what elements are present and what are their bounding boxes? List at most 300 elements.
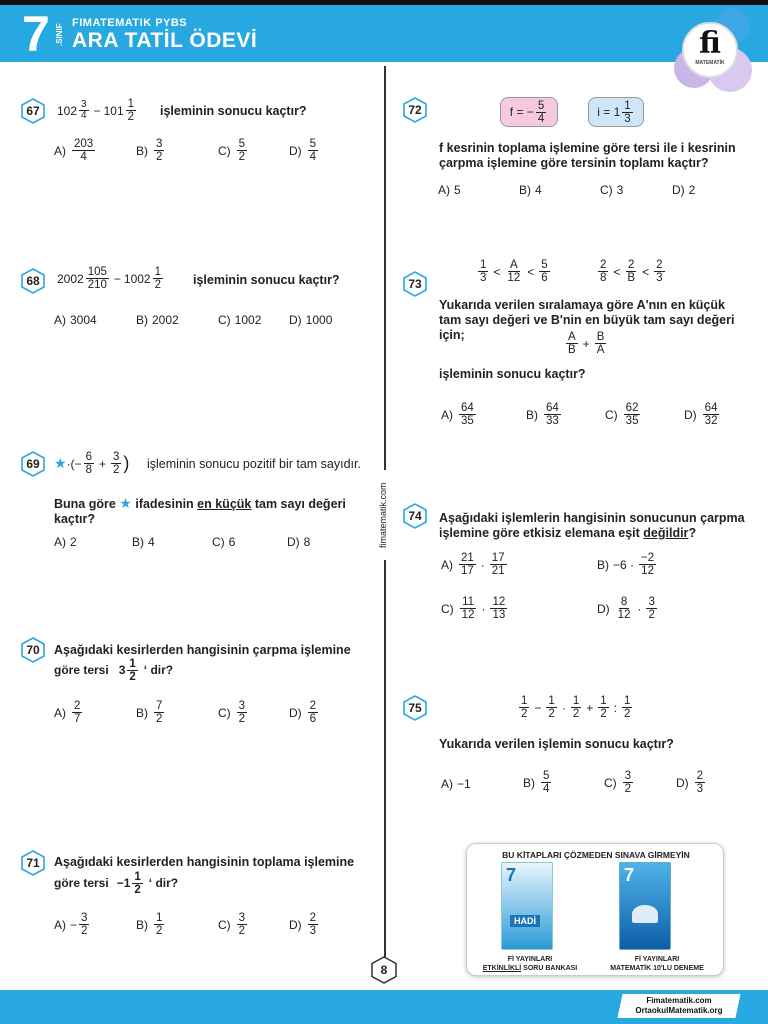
- fraction: [639, 552, 656, 577]
- less-than: <: [642, 264, 650, 279]
- q68-expression: [57, 266, 165, 291]
- fraction: [622, 695, 632, 720]
- numerator: 1: [154, 266, 162, 278]
- numerator: 64: [461, 402, 474, 414]
- option-a[interactable]: [441, 552, 509, 577]
- publisher: Fİ YAYINLARI: [634, 956, 680, 963]
- question-number: 74: [408, 509, 422, 523]
- denominator: 3: [480, 272, 487, 284]
- page-title: ARA TATİL ÖDEVİ: [72, 29, 258, 52]
- numerator: 3: [81, 912, 88, 924]
- stem-line: f kesrinin toplama işlemine göre tersi ile i kesrinin: [439, 141, 736, 155]
- i-value-box: [588, 97, 644, 127]
- numerator: 1: [548, 695, 555, 707]
- plus-sign: +: [582, 336, 590, 351]
- stem-line: tam sayı değeri ve B'nin en büyük tam sayı değeri: [439, 313, 735, 327]
- option-value: 2: [688, 183, 696, 197]
- numerator: A: [509, 259, 518, 271]
- option-c[interactable]: [212, 535, 235, 549]
- numerator: 2: [309, 700, 317, 712]
- option-c[interactable]: [605, 402, 642, 427]
- question-number: 67: [26, 104, 40, 118]
- option-c[interactable]: [600, 183, 623, 197]
- question-number-badge: [402, 503, 428, 529]
- option-label: A): [54, 313, 66, 327]
- numerator: 1: [129, 658, 136, 670]
- numerator: 64: [704, 402, 718, 414]
- numerator: 1: [600, 695, 607, 707]
- option-label: D): [684, 407, 697, 422]
- question-number: 72: [408, 103, 422, 117]
- numerator: 5: [541, 259, 548, 271]
- fraction: [571, 695, 581, 720]
- operator: −: [534, 700, 542, 715]
- option-label: B): [136, 313, 148, 327]
- denominator: 12: [461, 609, 475, 621]
- option-label: C): [218, 143, 231, 158]
- fraction: [154, 700, 164, 725]
- logo-text: fi: [699, 26, 721, 61]
- footer-site-1[interactable]: Fimatematik.com: [646, 996, 712, 1005]
- stem-line: Aşağıdaki işlemlerin hangisinin sonucunun çarpma: [439, 511, 745, 525]
- denominator: 21: [491, 565, 505, 577]
- denominator: 210: [87, 279, 107, 291]
- fraction: [86, 266, 109, 291]
- fraction: [237, 138, 247, 163]
- option-label: B): [523, 775, 535, 790]
- q70-stem-line2: [54, 658, 173, 683]
- promo-title: BU KİTAPLARI ÇÖZMEDEN SINAVA GİRMEYİN: [502, 850, 690, 860]
- option-a[interactable]: [54, 535, 77, 549]
- option-label: D): [289, 917, 302, 932]
- numerator: 1: [624, 99, 631, 112]
- numerator: 3: [238, 700, 246, 712]
- stem-part: ifadesinin: [135, 497, 194, 511]
- option-b[interactable]: [523, 770, 553, 795]
- denominator: 35: [625, 415, 639, 427]
- denominator: 2: [156, 151, 163, 163]
- promo-box[interactable]: [466, 843, 724, 976]
- denominator: 7: [74, 713, 81, 725]
- question-number: 73: [408, 277, 422, 291]
- option-c[interactable]: [218, 138, 249, 163]
- denominator: A: [596, 344, 605, 356]
- option-label: A): [54, 143, 66, 158]
- numerator: 21: [461, 552, 474, 564]
- logo-circle: [682, 22, 738, 78]
- denominator: 3: [656, 272, 663, 284]
- option-a[interactable]: [54, 138, 97, 163]
- fraction: [154, 138, 164, 163]
- denominator: 2: [238, 151, 246, 163]
- option-label: D): [289, 143, 302, 158]
- denominator: 3: [624, 112, 631, 125]
- fraction: [490, 596, 507, 621]
- question-number-badge: [402, 97, 428, 123]
- numerator: 3: [238, 912, 246, 924]
- q67-expression: [57, 98, 138, 123]
- numerator: B: [596, 331, 605, 343]
- option-d[interactable]: [289, 138, 320, 163]
- numerator: 1: [624, 695, 631, 707]
- denominator: 12: [617, 609, 631, 621]
- stem-part: tam sayı değeri: [254, 497, 346, 511]
- option-d[interactable]: [287, 535, 310, 549]
- star-icon: ★: [119, 495, 132, 511]
- option-label: B): [136, 917, 148, 932]
- option-label: A): [54, 917, 66, 932]
- option-d[interactable]: [289, 912, 320, 937]
- option-value: −1: [457, 777, 471, 791]
- option-label: B): [136, 143, 148, 158]
- logo-subtext: MATEMATİK: [695, 60, 725, 66]
- denominator: 2: [154, 279, 162, 291]
- whole-part: 102: [57, 103, 78, 118]
- caption-rest: SORU BANKASI: [521, 965, 578, 972]
- numerator: 3: [156, 138, 163, 150]
- numerator: 2: [656, 259, 663, 271]
- caption-rest: MATEMATİK 10'LU DENEME: [610, 965, 704, 972]
- denominator: 2: [156, 713, 163, 725]
- numerator: −2: [641, 552, 655, 564]
- fraction: [127, 658, 137, 683]
- denominator: 12: [507, 272, 521, 284]
- option-label: C): [604, 775, 617, 790]
- denominator: 3: [309, 925, 317, 937]
- option-label: B): [597, 557, 609, 572]
- option-label: A): [438, 183, 450, 197]
- minus-sign: −: [70, 917, 78, 932]
- option-a[interactable]: [441, 777, 471, 791]
- fraction: [79, 912, 89, 937]
- less-than: <: [613, 264, 621, 279]
- option-label: A): [441, 407, 453, 422]
- fraction: [546, 695, 556, 720]
- close-paren: ): [123, 453, 130, 473]
- publisher: Fİ YAYINLARI: [507, 956, 553, 963]
- fraction: [308, 700, 318, 725]
- denominator: 2: [156, 925, 163, 937]
- denominator: 13: [492, 609, 506, 621]
- q68-stem: işleminin sonucu kaçtır?: [193, 273, 340, 287]
- numerator: 8: [620, 596, 628, 608]
- numerator: 1: [156, 912, 163, 924]
- minus-sign: −: [93, 103, 101, 118]
- fraction: [595, 331, 607, 356]
- denominator: 12: [641, 565, 654, 577]
- option-value: 3: [616, 183, 624, 197]
- whole-part: −1: [116, 876, 131, 890]
- fraction: [84, 451, 94, 476]
- option-value: 3004: [70, 313, 97, 327]
- fraction: [72, 700, 82, 725]
- option-b[interactable]: [597, 552, 658, 577]
- footer-links[interactable]: [620, 996, 738, 1016]
- numerator: 5: [238, 138, 246, 150]
- option-label: D): [597, 601, 610, 616]
- stem-line: için;: [439, 328, 465, 342]
- option-value: 1000: [305, 313, 333, 327]
- option-a[interactable]: [54, 313, 97, 327]
- q69-expression: [54, 451, 129, 476]
- book-cover-etkinlikli[interactable]: [501, 862, 553, 950]
- numerator: 1: [521, 695, 528, 707]
- fraction: [237, 700, 247, 725]
- denominator: 2: [521, 708, 528, 720]
- denominator: 2: [624, 708, 631, 720]
- fraction: [308, 912, 318, 937]
- question-number-badge: [20, 268, 46, 294]
- fraction: [625, 259, 637, 284]
- option-b[interactable]: [136, 700, 166, 725]
- option-c[interactable]: [218, 313, 261, 327]
- denominator: 2: [572, 708, 580, 720]
- numerator: 7: [156, 700, 163, 712]
- side-website: fimatematik.com: [378, 470, 392, 560]
- option-label: B): [136, 705, 148, 720]
- denominator: 6: [309, 713, 317, 725]
- numerator: A: [568, 331, 576, 343]
- q73-question: işleminin sonucu kaçtır?: [439, 367, 586, 381]
- fraction: [566, 331, 578, 356]
- option-b[interactable]: [136, 138, 166, 163]
- operator: +: [586, 700, 594, 715]
- fraction: [154, 912, 164, 937]
- fraction: [654, 259, 664, 284]
- fraction: [459, 552, 476, 577]
- fraction: [490, 552, 507, 577]
- numerator: 64: [546, 402, 559, 414]
- numerator: 3: [112, 451, 120, 463]
- numerator: 11: [462, 596, 475, 608]
- fraction: [703, 402, 720, 427]
- book-grade: 7: [506, 865, 517, 885]
- brand-name: FIMATEMATIK PYBS: [72, 17, 188, 29]
- question-number-badge: [20, 451, 46, 477]
- option-label: A): [441, 777, 453, 791]
- option-label: C): [218, 313, 231, 327]
- caption-emphasis: ETKİNLİKLİ: [482, 965, 522, 972]
- page-number: 8: [380, 963, 388, 977]
- book-grade: 7: [624, 865, 635, 885]
- star-icon: ★: [54, 455, 67, 471]
- q71-stem: Aşağıdaki kesirlerden hangisinin toplama işlemine: [54, 855, 355, 869]
- option-d[interactable]: [289, 313, 332, 327]
- option-prefix: −6 ·: [613, 557, 635, 572]
- option-a[interactable]: [54, 700, 84, 725]
- denominator: 2: [548, 708, 555, 720]
- less-than: <: [493, 264, 501, 279]
- option-value: 2002: [152, 313, 179, 327]
- numerator: 105: [87, 266, 107, 278]
- option-c[interactable]: [604, 770, 635, 795]
- book2-caption: [597, 955, 717, 973]
- stem-part: işlemine göre etkisiz elemana eşit: [439, 526, 640, 540]
- fraction: [153, 266, 163, 291]
- denominator: 2: [648, 609, 655, 621]
- fraction: [624, 402, 641, 427]
- header-banner: [0, 5, 768, 62]
- denominator: 33: [546, 415, 559, 427]
- times-dot: ·: [481, 601, 486, 616]
- option-value: 5: [454, 183, 461, 197]
- question-number-badge: [20, 850, 46, 876]
- option-label: B): [526, 407, 538, 422]
- denominator: 2: [81, 925, 88, 937]
- option-c[interactable]: [441, 596, 509, 621]
- option-a[interactable]: [438, 183, 461, 197]
- denominator: 2: [600, 708, 607, 720]
- denominator: 2: [624, 783, 632, 795]
- numerator: 2: [74, 700, 81, 712]
- fraction: [308, 138, 318, 163]
- numerator: 6: [85, 451, 92, 463]
- q69-stem: işleminin sonucu pozitif bir tam sayıdır.: [147, 457, 361, 471]
- option-c[interactable]: [218, 912, 249, 937]
- stem-part: ‘ dir?: [148, 876, 179, 890]
- numerator: 1: [572, 695, 580, 707]
- option-d[interactable]: [672, 183, 695, 197]
- option-label: B): [132, 535, 144, 549]
- denominator: 4: [537, 112, 545, 125]
- option-label: C): [218, 917, 231, 932]
- horse-silhouette-icon: [632, 905, 658, 923]
- grade-suffix: .SINIF: [55, 23, 64, 47]
- times-dot: ·: [637, 601, 642, 616]
- option-d[interactable]: [684, 402, 721, 427]
- question-number: 69: [26, 457, 40, 471]
- book-word: HADİ: [510, 915, 540, 927]
- fraction: [616, 596, 633, 621]
- option-label: C): [218, 705, 231, 720]
- q72-stem: [439, 141, 736, 171]
- numerator: 62: [625, 402, 639, 414]
- q73-inequality-a: [476, 259, 552, 284]
- denominator: 17: [461, 565, 474, 577]
- option-d[interactable]: [676, 770, 707, 795]
- whole-part: 3: [118, 663, 126, 677]
- stem-part: ?: [688, 526, 697, 540]
- denominator: 8: [85, 464, 92, 476]
- grade-number: 7: [22, 6, 50, 62]
- numerator: 5: [537, 99, 545, 112]
- f-label: f = −: [509, 105, 534, 119]
- page-number-badge: [370, 956, 398, 984]
- fraction: [79, 100, 89, 121]
- book-cover-deneme[interactable]: [619, 862, 671, 950]
- option-c[interactable]: [218, 700, 249, 725]
- f-value-box: [500, 97, 558, 127]
- option-value: 1002: [234, 313, 262, 327]
- question-number: 70: [26, 643, 40, 657]
- option-value: 6: [228, 535, 236, 549]
- stem-part: ‘ dir?: [143, 663, 174, 677]
- fraction: [505, 259, 522, 284]
- question-number-badge: [402, 271, 428, 297]
- numerator: 1: [127, 98, 135, 110]
- denominator: 3: [696, 783, 704, 795]
- denominator: 4: [309, 151, 317, 163]
- expr-prefix: ·(−: [66, 456, 82, 471]
- q70-stem: Aşağıdaki kesirlerden hangisinin çarpma işlemine: [54, 643, 351, 657]
- option-a[interactable]: [54, 912, 91, 937]
- option-label: D): [287, 535, 300, 549]
- fraction: [478, 259, 488, 284]
- q75-expression: [517, 695, 634, 720]
- numerator: 17: [491, 552, 505, 564]
- minus-sign: −: [113, 271, 121, 286]
- option-d[interactable]: [597, 596, 659, 621]
- question-number: 71: [26, 856, 40, 870]
- option-a[interactable]: [441, 402, 478, 427]
- option-b[interactable]: [132, 535, 155, 549]
- option-label: B): [519, 183, 531, 197]
- book1-caption: [475, 955, 585, 973]
- fraction: [459, 402, 476, 427]
- option-label: C): [212, 535, 225, 549]
- option-value: 8: [303, 535, 311, 549]
- stem-part: kaçtır?: [54, 512, 95, 526]
- question-number: 68: [26, 274, 40, 288]
- whole-part: 101: [103, 103, 124, 118]
- numerator: 5: [543, 770, 550, 782]
- times-dot: ·: [480, 557, 485, 572]
- question-number-badge: [20, 98, 46, 124]
- fraction: [519, 695, 529, 720]
- stem-part: göre tersi: [54, 876, 109, 890]
- option-b[interactable]: [136, 313, 179, 327]
- option-label: C): [605, 407, 618, 422]
- option-b[interactable]: [526, 402, 563, 427]
- fraction: [111, 451, 121, 476]
- option-label: A): [54, 705, 66, 720]
- i-label: i = 1: [597, 105, 621, 119]
- numerator: 2: [696, 770, 704, 782]
- footer-site-2[interactable]: OrtaokulMatematik.org: [635, 1006, 723, 1015]
- denominator: 2: [112, 464, 120, 476]
- stem-line: çarpma işlemine göre tersinin toplamı kaçtır?: [439, 156, 709, 170]
- option-d[interactable]: [289, 700, 320, 725]
- fraction: [544, 402, 561, 427]
- option-value: 4: [148, 535, 155, 549]
- option-b[interactable]: [136, 912, 166, 937]
- denominator: 35: [461, 415, 474, 427]
- option-label: D): [289, 705, 302, 720]
- denominator: 2: [134, 884, 141, 896]
- denominator: 2: [238, 925, 246, 937]
- denominator: 2: [129, 671, 136, 683]
- stem-part: Buna göre: [54, 497, 116, 511]
- fraction: [536, 100, 546, 125]
- fraction: [598, 259, 608, 284]
- stem-emphasis: en küçük: [197, 497, 252, 511]
- numerator: 2: [628, 259, 635, 271]
- less-than: <: [527, 264, 535, 279]
- numerator: 5: [309, 138, 317, 150]
- denominator: 4: [80, 151, 87, 163]
- denominator: 32: [704, 415, 718, 427]
- fraction: [695, 770, 705, 795]
- stem-emphasis: değildir: [643, 526, 689, 540]
- fi-logo: [664, 8, 756, 92]
- operator: ·: [561, 700, 566, 715]
- option-b[interactable]: [519, 183, 542, 197]
- numerator: 3: [648, 596, 655, 608]
- option-label: D): [672, 183, 685, 197]
- fraction: [598, 695, 608, 720]
- question-number-badge: [20, 637, 46, 663]
- denominator: B: [568, 344, 576, 356]
